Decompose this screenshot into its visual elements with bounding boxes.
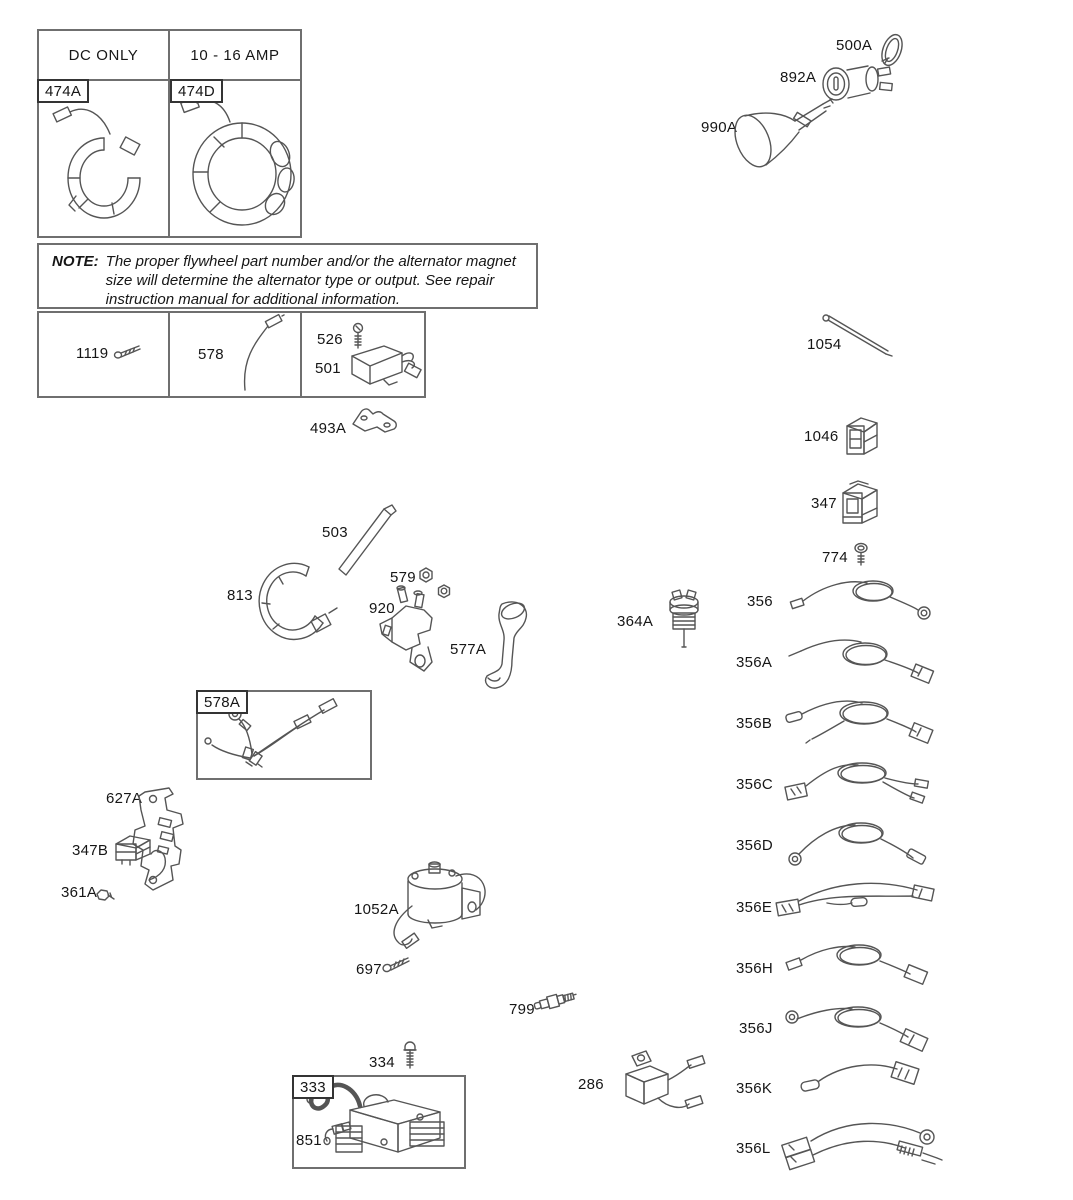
part-callout-286: 286 [578, 1076, 604, 1093]
part-callout-356E: 356E [736, 899, 773, 916]
part-callout-361A: 361A [61, 884, 98, 901]
part-callout-578: 578 [198, 346, 224, 363]
part-callout-356D: 356D [736, 837, 774, 854]
wire-harness-drawing-356K [797, 1055, 929, 1107]
stud-bracket-drawing-920 [372, 584, 454, 682]
part-callout-627A: 627A [106, 790, 143, 807]
oil-sensor-drawing-364A [660, 589, 708, 653]
hardware-table-divider-1 [168, 311, 170, 398]
part-callout-334: 334 [369, 1054, 395, 1071]
part-callout-526: 526 [317, 331, 343, 348]
spark-plug-boot-drawing-577A [472, 598, 534, 693]
part-callout-799: 799 [509, 1001, 535, 1018]
part-callout-493A: 493A [310, 420, 347, 437]
part-callout-1046: 1046 [804, 428, 839, 445]
elbow-fitting-drawing-851 [321, 1119, 353, 1147]
part-callout-333: 333 [292, 1075, 334, 1099]
part-callout-356A: 356A [736, 654, 773, 671]
part-callout-356L: 356L [736, 1140, 771, 1157]
diode-drawing-286 [606, 1048, 706, 1116]
part-callout-356B: 356B [736, 715, 773, 732]
part-callout-1054: 1054 [807, 336, 842, 353]
screw-drawing-1119 [113, 342, 143, 360]
stator-drawing-474A [52, 100, 167, 228]
part-callout-920: 920 [369, 600, 395, 617]
regulator-module-drawing-501 [346, 338, 422, 392]
wire-harness-drawing-356J [782, 997, 934, 1052]
hardware-table-divider-2 [300, 311, 302, 398]
part-callout-474A: 474A [37, 79, 89, 103]
screw-drawing-697 [381, 952, 413, 974]
solenoid-drawing-1052A [388, 862, 493, 957]
part-callout-356H: 356H [736, 960, 774, 977]
part-callout-577A: 577A [450, 641, 487, 658]
screw-drawing-361A [93, 886, 115, 904]
retainer-clip-drawing-493A [349, 401, 401, 437]
part-callout-356K: 356K [736, 1080, 773, 1097]
part-callout-364A: 364A [617, 613, 654, 630]
wire-harness-drawing-356B [782, 693, 937, 748]
wire-harness-drawing-356A [785, 632, 935, 682]
spark-plug-drawing-799 [532, 986, 578, 1016]
part-callout-347B: 347B [72, 842, 109, 859]
part-callout-356J: 356J [739, 1020, 773, 1037]
part-callout-892A: 892A [780, 69, 817, 86]
screw-drawing-774 [851, 542, 871, 570]
part-callout-813: 813 [227, 587, 253, 604]
wire-harness-drawing-356L [779, 1115, 945, 1177]
wire-harness-drawing-356D [785, 817, 931, 869]
wire-harness-drawing-356H [785, 937, 931, 989]
note-prefix: NOTE: [52, 253, 99, 270]
part-callout-474D: 474D [170, 79, 223, 103]
switch-drawing-347 [838, 479, 884, 529]
part-callout-500A: 500A [836, 37, 873, 54]
note-box [37, 243, 538, 309]
clamp-drawing-813 [251, 561, 346, 646]
part-callout-356: 356 [747, 593, 773, 610]
wire-harness-drawing-356C [782, 755, 934, 807]
part-callout-356C: 356C [736, 776, 774, 793]
part-callout-579: 579 [390, 569, 416, 586]
cable-drawing-578 [228, 316, 284, 394]
part-callout-501: 501 [315, 360, 341, 377]
switch-drawing-1046 [842, 414, 882, 460]
stator-drawing-474D [180, 92, 302, 232]
part-callout-990A: 990A [701, 119, 738, 136]
wire-harness-drawing-356E [775, 875, 943, 927]
switch-drawing-347B [110, 830, 158, 868]
part-callout-697: 697 [356, 961, 382, 978]
rod-drawing-1054 [820, 311, 896, 361]
bolt-drawing-334 [400, 1038, 420, 1074]
column-header-dc-only: DC ONLY [68, 46, 139, 64]
part-callout-1052A: 1052A [354, 901, 399, 918]
part-callout-774: 774 [822, 549, 848, 566]
wire-harness-drawing-356 [789, 575, 931, 623]
part-callout-1119: 1119 [76, 345, 109, 362]
note-text: The proper flywheel part number and/or the alternator magnet size will determine the alternator type or output. See repair instruction manual for additional information. [105, 253, 516, 308]
funnel-key-drawing-990A [733, 84, 838, 172]
part-callout-503: 503 [322, 524, 348, 541]
column-header-10-16-amp: 10 - 16 AMP [190, 46, 280, 64]
part-callout-347: 347 [811, 495, 837, 512]
part-callout-851: 851 [296, 1132, 322, 1149]
part-callout-578A: 578A [196, 690, 248, 714]
